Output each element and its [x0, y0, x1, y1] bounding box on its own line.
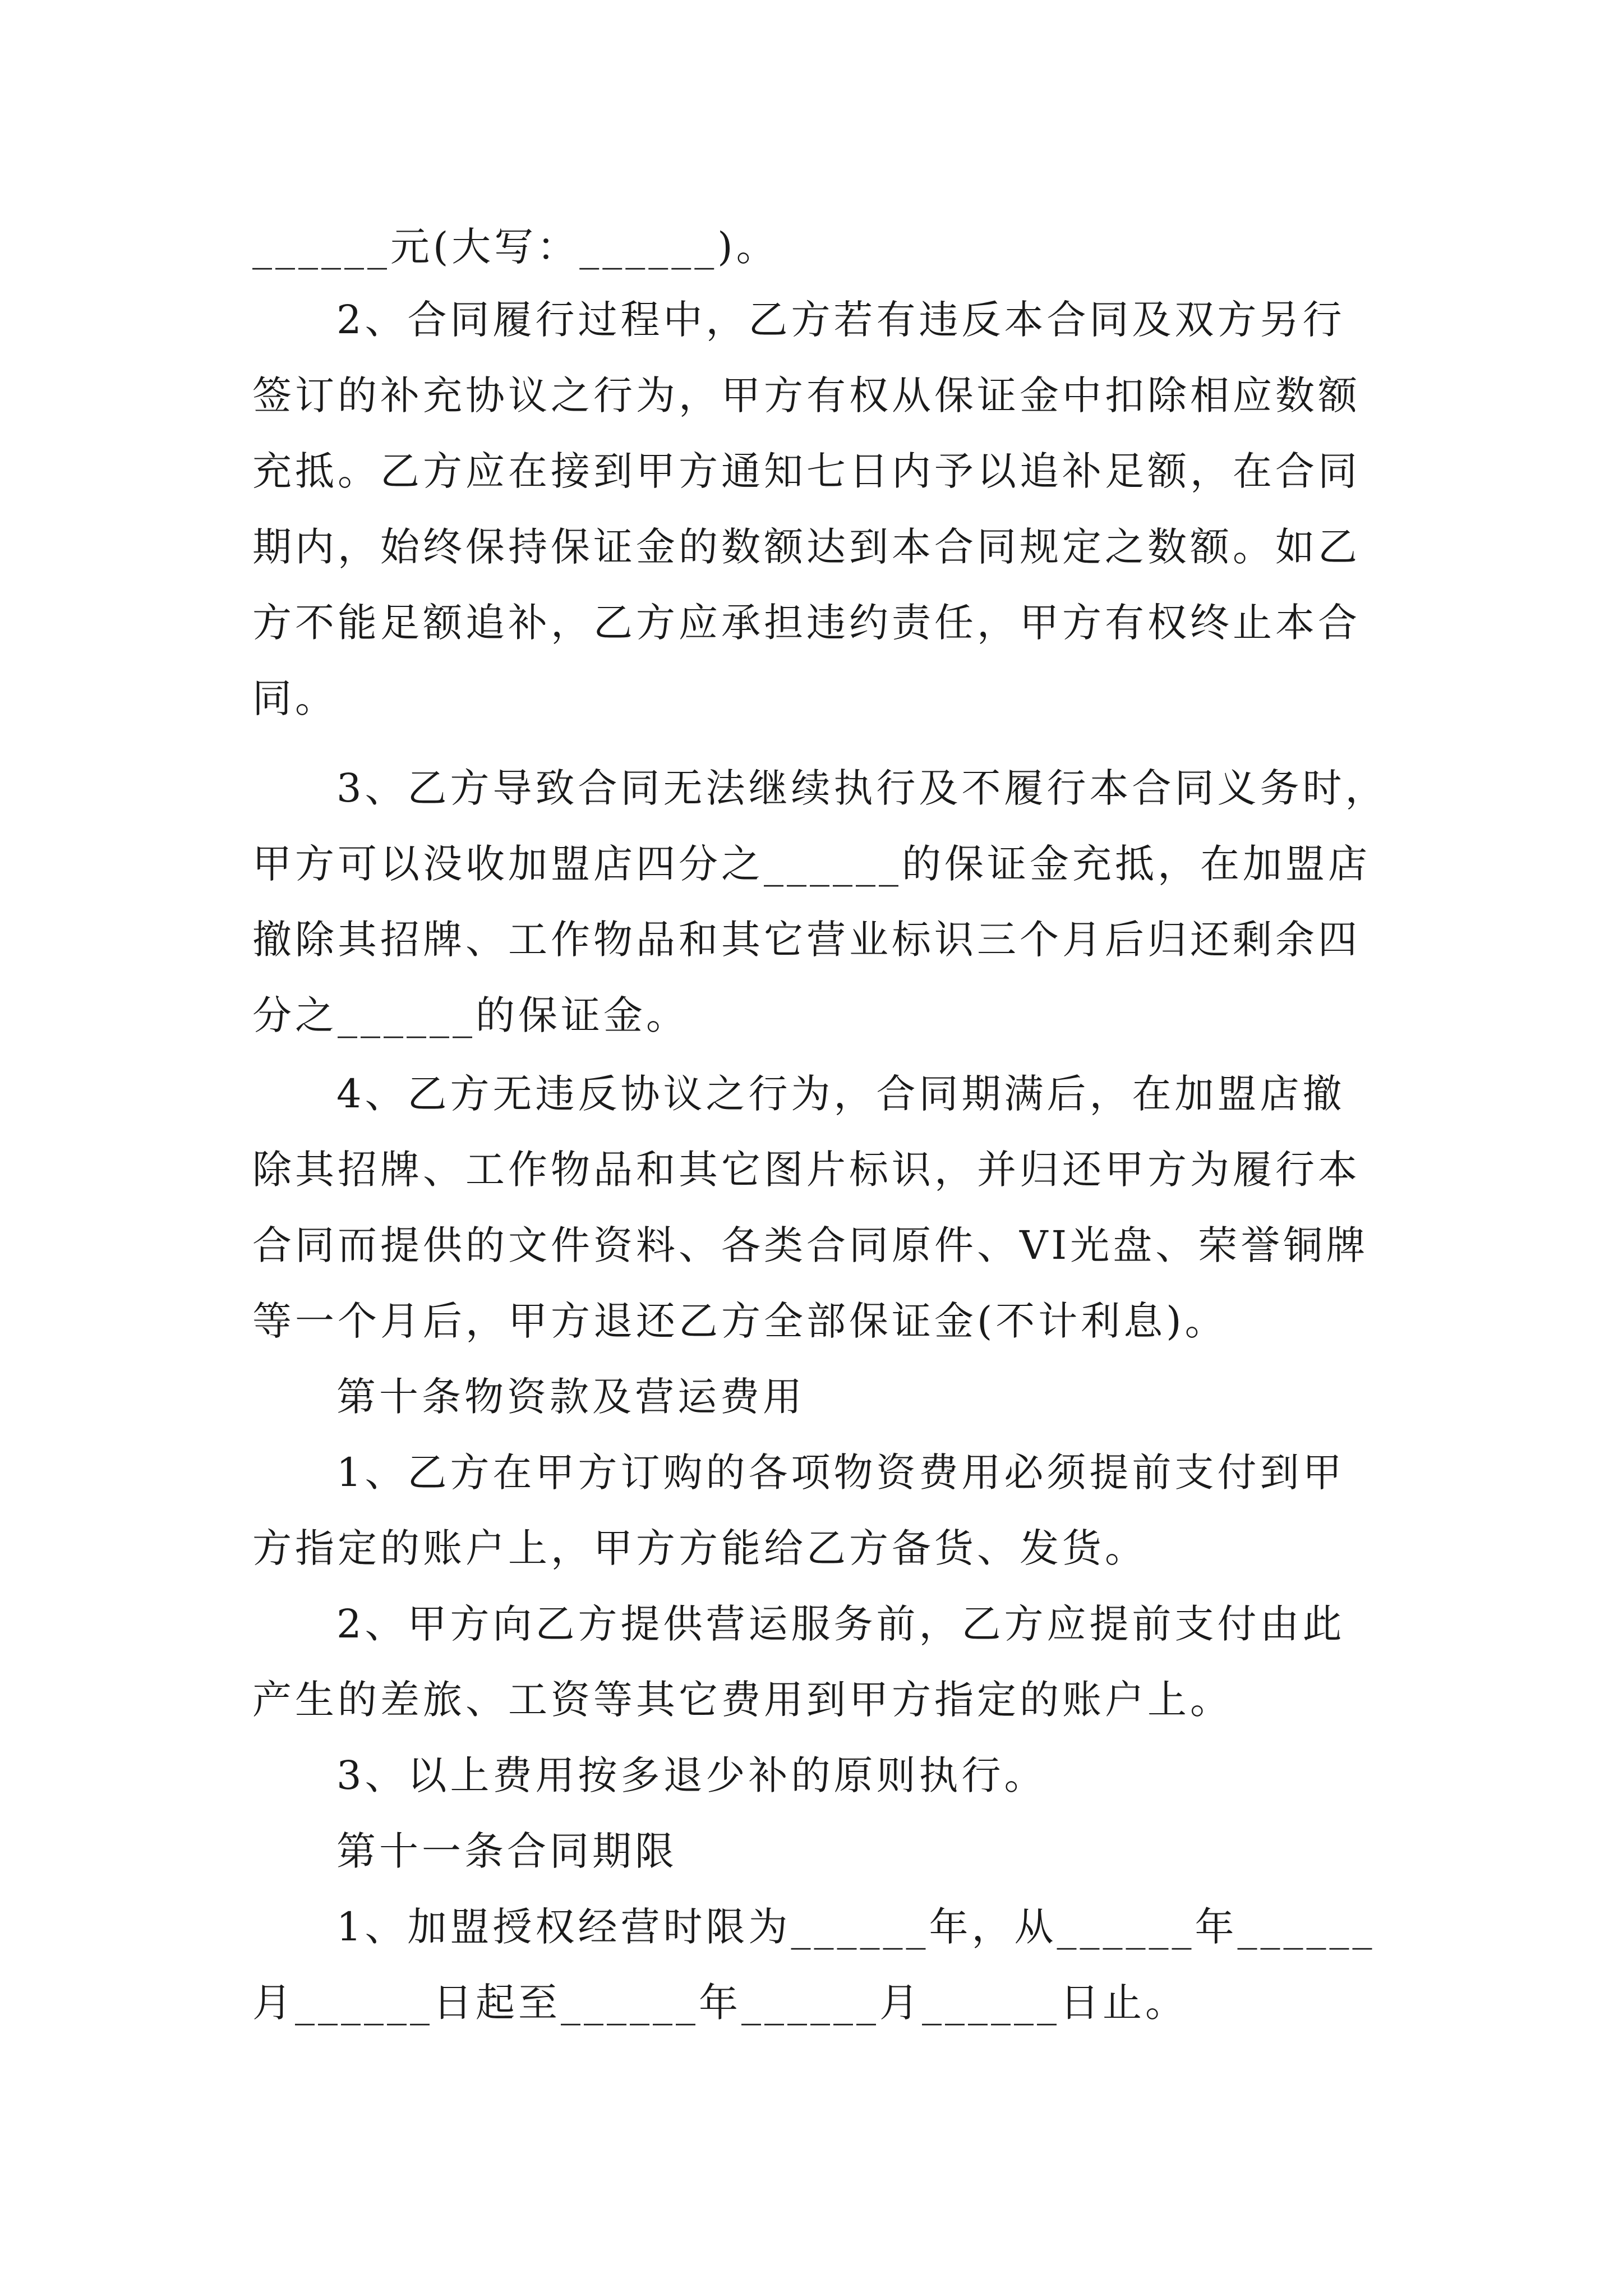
text-line: 3、以上费用按多退少补的原则执行。: [336, 1752, 1047, 1798]
text-line: 3、乙方导致合同无法继续执行及不履行本合同义务时，: [336, 765, 1388, 811]
text-line: 1、加盟授权经营时限为______年，从______年______: [336, 1904, 1376, 1950]
text-line: 月______日起至______年______月______日止。: [252, 1980, 1188, 2026]
text-line: 合同而提供的文件资料、各类合同原件、VI光盘、荣誉铜牌: [252, 1222, 1369, 1268]
text-line: 4、乙方无违反协议之行为，合同期满后，在加盟店撤: [336, 1071, 1345, 1117]
text-line: 1、乙方在甲方订购的各项物资费用必须提前支付到甲: [336, 1450, 1345, 1496]
text-line: 除其招牌、工作物品和其它图片标识，并归还甲方为履行本: [252, 1147, 1361, 1193]
text-line: 甲方可以没收加盟店四分之______的保证金充抵，在加盟店: [252, 841, 1371, 887]
text-line: 充抵。乙方应在接到甲方通知七日内予以追补足额，在合同: [252, 448, 1361, 494]
text-line: 撤除其招牌、工作物品和其它营业标识三个月后归还剩余四: [252, 917, 1361, 963]
text-line: 签订的补充协议之行为，甲方有权从保证金中扣除相应数额: [252, 372, 1361, 418]
text-line: 期内，始终保持保证金的数额达到本合同规定之数额。如乙: [252, 524, 1361, 570]
text-line: 2、甲方向乙方提供营运服务前，乙方应提前支付由此: [336, 1601, 1345, 1647]
section-heading: 第十一条合同期限: [336, 1828, 677, 1874]
text-line: 方不能足额追补，乙方应承担违约责任，甲方有权终止本合: [252, 600, 1361, 646]
text-line: 等一个月后，甲方退还乙方全部保证金(不计利息)。: [252, 1298, 1228, 1344]
text-line: 方指定的账户上，甲方方能给乙方备货、发货。: [252, 1525, 1147, 1571]
text-line: ______元(大写：______)。: [252, 224, 779, 270]
text-line: 同。: [252, 675, 338, 721]
text-line: 2、合同履行过程中，乙方若有违反本合同及双方另行: [336, 297, 1345, 343]
text-line: 产生的差旅、工资等其它费用到甲方指定的账户上。: [252, 1677, 1233, 1723]
text-line: 分之______的保证金。: [252, 992, 689, 1038]
section-heading: 第十条物资款及营运费用: [336, 1374, 805, 1420]
